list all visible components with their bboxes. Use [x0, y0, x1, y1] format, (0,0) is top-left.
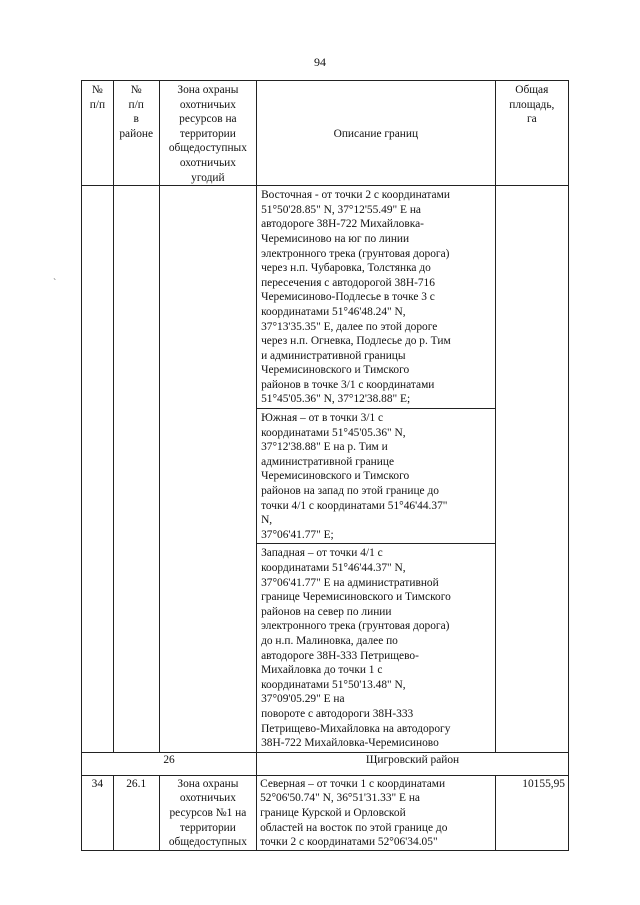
- boundary-line: и административной границы: [261, 349, 406, 362]
- zone-name-line: территории: [179, 821, 236, 834]
- margin-mark: `: [53, 278, 57, 289]
- page-number: 94: [314, 55, 326, 69]
- header-district-num-line: районе: [119, 127, 154, 140]
- continuation-num: [82, 186, 114, 753]
- continuation-row: [82, 186, 569, 753]
- boundary-line: 37°12'38.88" Е на р. Тим и: [261, 441, 388, 454]
- boundary-segment: [257, 544, 495, 751]
- row-description: [257, 775, 496, 850]
- boundary-line: Северная – от точки 1 с координатами: [260, 777, 446, 790]
- boundary-line: пересечения с автодорогой 38Н-716: [261, 276, 435, 289]
- boundary-line: Михайловка до точки 1 с: [261, 664, 383, 677]
- boundary-line: N,: [261, 514, 273, 527]
- row-num: 34: [82, 775, 114, 850]
- boundary-line: границе Черемисиновского и Тимского: [261, 591, 451, 604]
- header-zone-line: угодий: [191, 171, 225, 184]
- header-zone-line: территории: [179, 127, 236, 140]
- header-zone-line: Зона охраны: [177, 84, 239, 96]
- row-area: 10155,95: [495, 775, 568, 850]
- boundary-line: Черемисиновского и Тимского: [261, 470, 410, 483]
- zone-name-line: охотничьих: [179, 792, 236, 805]
- continuation-zone: [159, 186, 256, 753]
- header-zone-line: ресурсов на: [179, 113, 237, 126]
- header-area-line: га: [526, 113, 537, 126]
- row-zone: [159, 775, 256, 850]
- boundaries-table: [81, 80, 569, 851]
- boundary-line: районов в точке 3/1 с координатами: [261, 378, 435, 391]
- header-num: [82, 81, 114, 186]
- table-row: [82, 775, 569, 850]
- boundary-segment: [257, 186, 495, 409]
- boundary-line: через н.п. Огневка, Подлесье до р. Тим: [261, 335, 451, 348]
- boundary-line: Черемисиново-Подлесье в точке 3 с: [261, 291, 435, 304]
- boundary-line: Черемисиново на юг по линии: [261, 232, 410, 245]
- boundary-line: районов на север по линии: [261, 605, 392, 618]
- boundary-line: через н.п. Чубаровка, Толстянка до: [261, 262, 431, 275]
- boundary-line: Восточная - от точки 2 с координатами: [261, 189, 450, 202]
- header-area: [495, 81, 568, 186]
- boundary-line: 51°45'05.36" N, 37°12'38.88" Е;: [261, 393, 411, 406]
- boundary-line: до н.п. Малиновка, далее по: [261, 634, 398, 647]
- boundary-line: автодороге 38Н-722 Михайловка-: [261, 218, 424, 231]
- zone-name-line: общедоступных: [168, 836, 247, 849]
- district-number: 26: [82, 752, 257, 775]
- header-description-label: Описание границ: [333, 127, 419, 140]
- header-district-num-line: п/п: [128, 98, 144, 111]
- boundary-line: 37°09'05.29" Е на: [261, 693, 345, 706]
- header-area-line: Общая: [515, 84, 549, 96]
- boundary-line: координатами 51°46'48.24" N,: [261, 305, 406, 318]
- header-zone: [159, 81, 256, 186]
- boundary-line: 52°06'50.74" N, 36°51'31.33" Е на: [260, 792, 420, 805]
- boundary-line: точки 4/1 с координатами 51°46'44.37": [261, 499, 448, 512]
- boundary-line: областей на восток по этой границе до: [260, 821, 448, 834]
- boundary-line: административной границе: [261, 455, 395, 468]
- continuation-district-num: [113, 186, 159, 753]
- header-district-num-line: №: [130, 84, 142, 96]
- header-num-line: №: [91, 84, 103, 96]
- header-district-num: [113, 81, 159, 186]
- header-zone-line: общедоступных: [168, 142, 247, 155]
- boundary-line: 37°13'35.35" Е, далее по этой дороге: [261, 320, 438, 333]
- boundary-line: координатами 51°45'05.36" N,: [261, 426, 406, 439]
- boundary-segment: [257, 409, 495, 544]
- header-zone-line: охотничьих: [179, 156, 236, 169]
- continuation-description: [257, 186, 496, 753]
- boundary-line: точки 2 с координатами 52°06'34.05": [260, 836, 438, 849]
- boundary-line: 38Н-722 Михайловка-Черемисиново: [261, 737, 439, 750]
- zone-name-line: Зона охраны: [177, 777, 239, 790]
- header-num-line: п/п: [89, 98, 106, 111]
- header-description: [257, 81, 496, 186]
- district-name: Щигровский район: [257, 752, 569, 775]
- row-district-num: 26.1: [113, 775, 159, 850]
- boundary-line: Южная – от в точки 3/1 с: [261, 412, 384, 425]
- boundary-line: 37°06'41.77" Е на административной: [261, 576, 439, 589]
- boundary-line: Петрищево-Михайловка на автодорогу: [261, 722, 451, 735]
- boundary-line: электронного трека (грунтовая дорога): [261, 620, 450, 633]
- boundary-line: автодороге 38Н-333 Петрищево-: [261, 649, 419, 662]
- header-district-num-line: в: [133, 113, 139, 126]
- boundary-line: 51°50'28.85" N, 37°12'55.49" Е на: [261, 203, 421, 216]
- boundary-line: Западная – от точки 4/1 с: [261, 547, 383, 560]
- district-row: [82, 752, 569, 775]
- boundary-line: повороте с автодороги 38Н-333: [261, 707, 414, 720]
- boundary-line: 37°06'41.77" Е;: [261, 528, 334, 541]
- boundary-line: координатами 51°46'44.37" N,: [261, 562, 406, 574]
- continuation-area: [495, 186, 568, 753]
- boundary-line: границе Курской и Орловской: [260, 806, 406, 819]
- boundary-line: координатами 51°50'13.48" N,: [261, 678, 406, 691]
- table-header-row: [82, 81, 569, 186]
- header-zone-line: охотничьих: [179, 98, 236, 111]
- boundary-line: электронного трека (грунтовая дорога): [261, 247, 450, 260]
- zone-name-line: ресурсов №1 на: [169, 806, 247, 819]
- boundary-line: районов на запад по этой границе до: [261, 485, 439, 498]
- header-area-line: площадь,: [509, 98, 555, 111]
- boundary-line: Черемисиновского и Тимского: [261, 364, 410, 377]
